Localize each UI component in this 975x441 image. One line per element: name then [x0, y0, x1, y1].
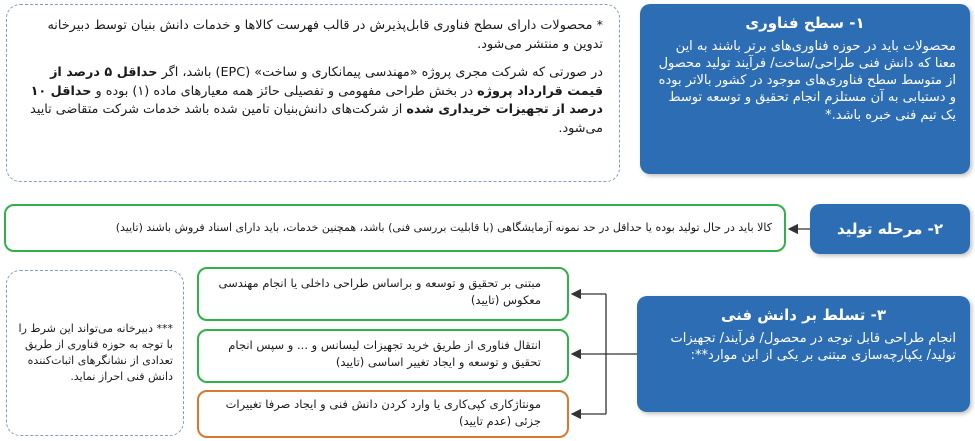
note-p2-part-a: در صورتی که شرکت مجری پروژه «مهندسی پیمانکاری و ساخت» (EPC) باشد، اگر — [157, 65, 603, 81]
technology-level-title: ۱- سطح فناوری — [745, 14, 865, 32]
production-criteria-text: کالا باید در حال تولید بوده یا حداقل در حد نمونه آزمایشگاهی (با قابلیت بررسی فنی) باشد، همچنین خدمات، باید دارای اسناد فروش باشند (تایید) — [115, 221, 772, 234]
option-text: انتقال فناوری از طریق خرید تجهیزات لیسانس و ... و سپس انجام تحقیق و توسعه و ایجاد تغییر اساسی (تایید) — [228, 338, 541, 370]
option-tech-transfer-approved — [197, 329, 569, 383]
option-text: مبتنی بر تحقیق و توسعه و براساس طراحی داخلی یا انجام مهندسی معکوس (تایید) — [218, 276, 541, 308]
technical-knowledge-box — [637, 296, 970, 412]
note-paragraph-1: * محصولات دارای سطح فناوری قابل‌پذیرش در قالب فهرست کالاها و خدمات دانش بنیان توسط دبیرخانه تدوین و منتشر می‌شود. — [47, 18, 603, 52]
technology-level-note — [6, 4, 620, 182]
technical-knowledge-title: ۳- تسلط بر دانش فنی — [720, 306, 887, 324]
note-p2-bold-2: حداقل ۱۰ درصد از تجهیزات خریداری شده — [30, 83, 603, 118]
production-stage-box — [810, 204, 970, 254]
note-p2-part-e: از شرکت‌های دانش‌بنیان تامین شده باشد خدمات شرکت متقاضی تایید می‌شود. — [30, 102, 603, 136]
technology-level-box — [640, 4, 970, 174]
option-rnd-approved — [197, 267, 569, 321]
technical-knowledge-text: انجام طراحی قابل توجه در محصول/ فرآیند/ تجهیزات تولید/ یکپارچه‌سازی مبتنی بر یکی از این موارد**: — [670, 331, 956, 364]
option-assembly-rejected — [197, 390, 569, 438]
note-p2-part-c: در بخش طراحی مفهومی و تفصیلی حائز همه معیارهای ماده (۱) بوده و — [91, 83, 478, 99]
option-text: مونتاژکاری کپی‌کاری یا وارد کردن دانش فنی و ایجاد صرفا تغییرات جزئی (عدم تایید) — [225, 397, 541, 429]
technology-level-text: محصولات باید در حوزه فناوری‌های برتر باشند به این معنا که دانش فنی طراحی/ساخت/ فرآیند تولید محصول از متوسط سطح فناوری‌های موجود در کشور بالاتر بوده و دستیابی به آن مستلزم انجام تحقیق و توسعه توسط یک تیم فنی خبره باشد.* — [658, 39, 956, 123]
production-stage-title: ۲- مرحله تولید — [837, 220, 943, 238]
production-stage-criteria — [4, 204, 786, 252]
note-p2-bold-1: حداقل ۵ درصد از قیمت قرارداد پروژه — [50, 65, 603, 99]
note-paragraph-2 — [23, 64, 603, 138]
secretariat-note-text: *** دبیرخانه می‌تواند این شرط را با توجه به حوزه فناوری از طریق تعدادی از نشانگرهای اثبات‌کننده دانش فنی احراز نماید. — [18, 322, 173, 383]
secretariat-note — [6, 270, 184, 436]
